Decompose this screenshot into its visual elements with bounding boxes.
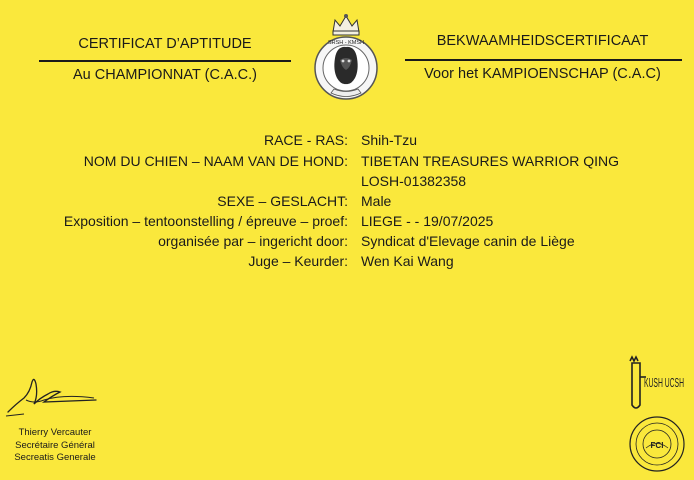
field-label: RACE - RAS: xyxy=(263,132,348,148)
field-row-sex xyxy=(0,193,694,213)
header-left-title: CERTIFICAT D’APTITUDE xyxy=(78,36,252,52)
field-value: LIEGE - - 19/07/2025 xyxy=(361,213,494,229)
header-right-title: BEKWAAMHEIDSCERTIFICAAT xyxy=(436,33,649,49)
field-row-judge xyxy=(0,253,694,273)
kush-logo-text: KUSH UCSH xyxy=(644,375,684,390)
emblem-text: SRSH - KMSH xyxy=(327,40,365,46)
signer-title-nl: Secreatis Generale xyxy=(14,452,96,463)
field-label: Exposition – tentoonstelling / épreuve – proef: xyxy=(63,213,348,229)
header-left-subtitle: Au CHAMPIONNAT (C.A.C.) xyxy=(73,67,257,83)
signer-name: Thierry Vercauter xyxy=(18,427,92,438)
field-value: TIBETAN TREASURES WARRIOR QING xyxy=(361,153,619,169)
field-row-registration xyxy=(0,173,694,193)
field-row-exhibition xyxy=(0,213,694,233)
header-right-divider xyxy=(405,59,682,61)
field-row-dog-name xyxy=(0,153,694,173)
fci-logo-text: FCI xyxy=(650,441,664,450)
fci-seal-logo xyxy=(628,415,686,473)
kush-ucsh-logo xyxy=(622,355,688,413)
signature-image xyxy=(4,370,100,420)
signer-block xyxy=(10,427,100,465)
field-row-organizer xyxy=(0,233,694,253)
srsh-kmsh-emblem-logo xyxy=(313,10,379,104)
field-value: LOSH-01382358 xyxy=(361,173,467,189)
header-left-divider xyxy=(39,60,291,62)
field-label: Juge – Keurder: xyxy=(248,253,348,269)
signer-title-fr: Secrétaire Général xyxy=(15,439,95,451)
field-label: SEXE – GESLACHT: xyxy=(217,193,348,209)
field-value: Wen Kai Wang xyxy=(361,253,454,269)
field-value: Syndicat d'Elevage canin de Liège xyxy=(361,233,575,249)
field-row-breed xyxy=(0,132,694,152)
field-value: Male xyxy=(361,193,392,209)
field-label: organisée par – ingericht door: xyxy=(158,233,348,249)
header-right-subtitle: Voor het KAMPIOENSCHAP (C.A.C) xyxy=(424,66,661,82)
field-label: NOM DU CHIEN – NAAM VAN DE HOND: xyxy=(83,153,348,169)
field-value: Shih-Tzu xyxy=(361,132,418,148)
